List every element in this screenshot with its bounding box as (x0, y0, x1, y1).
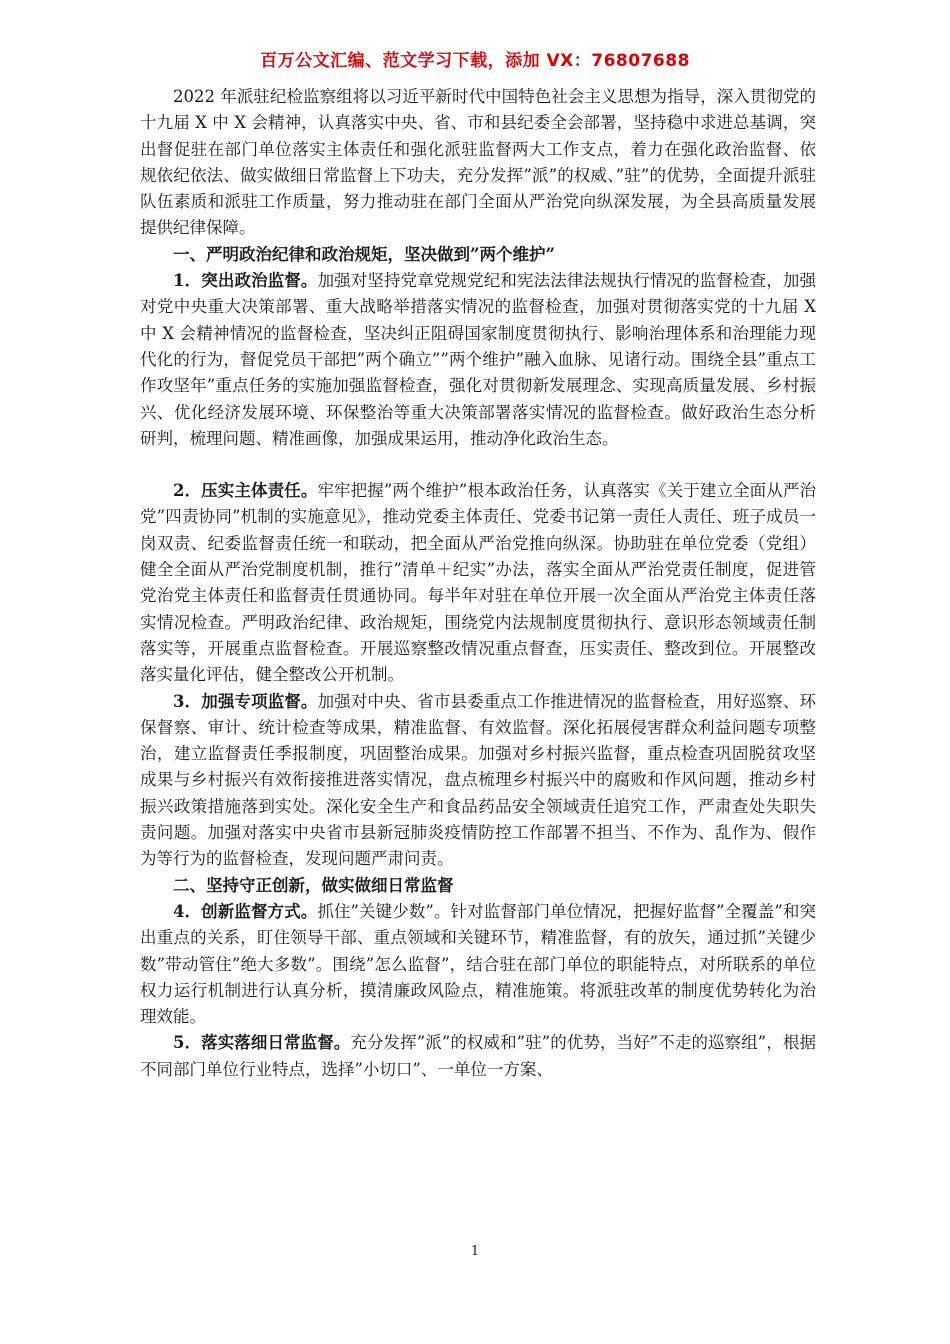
document-body (140, 84, 816, 1083)
item-2-paragraph (140, 478, 816, 688)
item-2-body: 牢牢把握”两个维护”根本政治任务，认真落实《关于建立全面从严治党”四责协同”机制的实施意见》，推动党委主体责任、党委书记第一责任人责任、班子成员一岗双责、纪委监督责任统一和联动，把全面从严治党推向纵深。协助驻在单位党委（党组）健全全面从严治党制度机制，推行”清单＋纪实”办法，落实全面从严治党责任制度，促进管党治党主体责任和监督责任贯通协同。每半年对驻在单位开展一次全面从严治党主体责任落实情况检查。严明政治纪律、政治规矩，围绕党内法规制度贯彻执行、意识形态领域责任制落实等，开展重点监督检查。开展巡察整改情况重点督查，压实责任、整改到位。开展整改落实量化评估，健全整改公开机制。 (140, 481, 816, 685)
item-1-lead: 1．突出政治监督。 (173, 271, 318, 291)
item-1-body: 加强对坚持党章党规党纪和宪法法律法规执行情况的监督检查，加强对党中央重大决策部署、重大战略举措落实情况的监督检查，加强对贯彻落实党的十九届 X 中 X 会精神情况的监督检查，坚决纠正阻碍国家制度贯彻执行、影响治理体系和治理能力现代化的行为，督促党员干部把”两个确立””两个维护”融入血脉、见诸行动。围绕全县”重点工作攻坚年”重点任务的实施加强监督检查，强化对贯彻新发展理念、实现高质量发展、乡村振兴、优化经济发展环境、环保整治等重大决策部署落实情况的监督检查。做好政治生态分析研判，梳理问题、精准画像，加强成果运用，推动净化政治生态。 (140, 271, 817, 448)
item-5-lead: 5．落实落细日常监督。 (173, 1033, 351, 1053)
item-1-paragraph (140, 268, 816, 452)
item-2-lead: 2．压实主体责任。 (173, 481, 318, 501)
item-3-paragraph (140, 689, 816, 873)
item-4-body: 抓住”关键少数”。针对监督部门单位情况，把握好监督”全覆盖”和突出重点的关系，盯住领导干部、重点领域和关键环节，精准监督，有的放矢，通过抓”关键少数”带动管住”绝大多数”。围绕”怎么监督”，结合驻在部门单位的职能特点，对所联系的单位权力运行机制进行认真分析，摸清廉政风险点，精准施策。将派驻改革的制度优势转化为治理效能。 (140, 901, 816, 1027)
intro-paragraph: 2022 年派驻纪检监察组将以习近平新时代中国特色社会主义思想为指导，深入贯彻党的十九届 X 中 X 会精神，认真落实中央、省、市和县纪委全会部署，坚持稳中求进总基调，突出督促驻在部门单位落实主体责任和强化派驻监督两大工作支点，着力在强化政治监督、依规依纪依法、做实做细日常监督上下功夫，充分发挥”派”的权威、”驻”的优势，全面提升派驻队伍素质和派驻工作质量，努力推动驻在部门全面从严治党向纵深发展，为全县高质量发展提供纪律保障。 (140, 87, 816, 238)
page-number: 1 (470, 1244, 480, 1259)
item-3-lead: 3．加强专项监督。 (173, 691, 318, 711)
section-heading-2: 二、坚持守正创新，做实做细日常监督 (173, 875, 454, 895)
section-heading-1: 一、严明政治纪律和政治规矩，坚决做到”两个维护” (173, 244, 555, 264)
item-5-body: 充分发挥”派”的权威和”驻”的优势，当好”不走的巡察组”，根据不同部门单位行业特点，选择”小切口”、一单位一方案、 (140, 1033, 816, 1079)
item-3-body: 加强对中央、省市县委重点工作推进情况的监督检查，用好巡察、环保督察、审计、统计检查等成果，精准监督、有效监督。深化拓展侵害群众利益问题专项整治，建立监督责任季报制度，巩固整治成果。加强对乡村振兴监督，重点检查巩固脱贫攻坚成果与乡村振兴有效衔接推进落实情况，盘点梳理乡村振兴中的腐败和作风问题，推动乡村振兴政策措施落到实处。深化安全生产和食品药品安全领域责任追究工作，严肃查处失职失责问题。加强对落实中央省市县新冠肺炎疫情防控工作部署不担当、不作为、乱作为、假作为等行为的监督检查，发现问题严肃问责。 (140, 691, 817, 869)
item-4-paragraph (140, 899, 816, 1030)
item-5-paragraph (140, 1030, 816, 1083)
item-4-lead: 4．创新监督方式。 (173, 901, 318, 921)
promo-banner: 百万公文汇编、范文学习下载，添加 VX：76807688 (260, 51, 690, 71)
